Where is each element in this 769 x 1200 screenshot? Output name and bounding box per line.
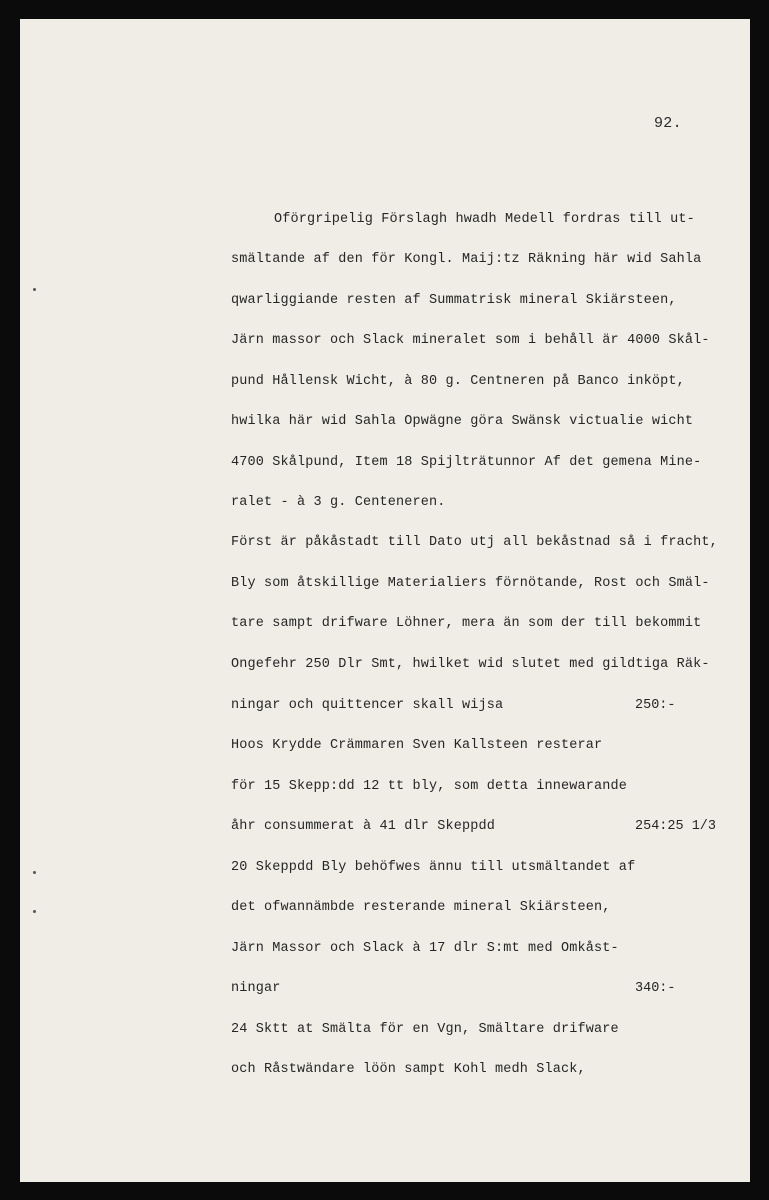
margin-mark [33, 910, 36, 913]
text-line: 24 Sktt at Smälta för en Vgn, Smältare drifware [231, 1022, 619, 1037]
text-line: smältande af den för Kongl. Maij:tz Räkning här wid Sahla [231, 252, 702, 267]
margin-mark [33, 288, 36, 291]
text-line: Ongefehr 250 Dlr Smt, hwilket wid slutet med gildtiga Räk- [231, 657, 710, 672]
text-line: Järn massor och Slack mineralet som i behåll är 4000 Skål- [231, 333, 710, 348]
text-line: ralet - à 3 g. Centeneren. [231, 495, 446, 510]
text-line: Oförgripelig Förslagh hwadh Medell fordras till ut- [274, 212, 695, 227]
text-line: Järn Massor och Slack à 17 dlr S:mt med Omkåst- [231, 941, 619, 956]
text-line: ningar och quittencer skall wijsa [231, 698, 504, 713]
text-line: ningar [231, 981, 281, 996]
text-line: Bly som åtskillige Materialiers förnötande, Rost och Smäl- [231, 576, 710, 591]
text-line: Hoos Krydde Crämmaren Sven Kallsteen resterar [231, 738, 603, 753]
text-line: 4700 Skålpund, Item 18 Spijlträtunnor Af det gemena Mine- [231, 455, 702, 470]
text-line: för 15 Skepp:dd 12 tt bly, som detta innewarande [231, 779, 628, 794]
text-line: det ofwannämbde resterande mineral Skiärsteen, [231, 900, 611, 915]
text-line: hwilka här wid Sahla Opwägne göra Swänsk victualie wicht [231, 414, 694, 429]
text-line: tare sampt drifware Löhner, mera än som der till bekommit [231, 616, 702, 631]
text-line: qwarliggiande resten af Summatrisk mineral Skiärsteen, [231, 293, 677, 308]
text-line: 20 Skeppdd Bly behöfwes ännu till utsmältandet af [231, 860, 636, 875]
document-body [20, 19, 750, 1182]
text-line: och Råstwändare löön sampt Kohl medh Slack, [231, 1062, 586, 1077]
margin-mark [33, 871, 36, 874]
page-number: 92. [654, 115, 682, 132]
amount: 250:- [635, 698, 676, 713]
amount: 254:25 1/3 [635, 819, 717, 834]
document-page [20, 19, 750, 1182]
text-line: åhr consummerat à 41 dlr Skeppdd [231, 819, 496, 834]
text-line: pund Hållensk Wicht, à 80 g. Centneren på Banco inköpt, [231, 374, 685, 389]
amount: 340:- [635, 981, 676, 996]
text-line: Först är påkåstadt till Dato utj all bekåstnad så i fracht, [231, 535, 718, 550]
